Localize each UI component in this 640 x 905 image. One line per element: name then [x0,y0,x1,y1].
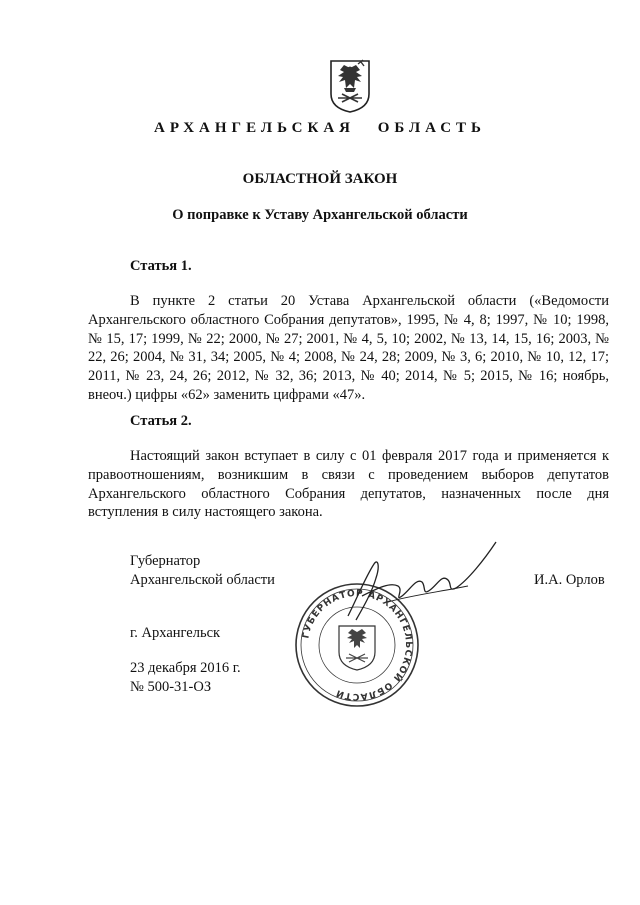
region-heading: АРХАНГЕЛЬСКАЯ ОБЛАСТЬ [154,120,486,136]
document-date: 23 декабря 2016 г. [130,660,241,676]
handwritten-signature [318,536,508,636]
signatory-position-line2: Архангельской области [130,572,275,588]
city: г. Архангельск [130,625,221,641]
seal-text: ГУБЕРНАТОР АРХАНГЕЛЬСКОЙ ОБЛАСТИ [301,588,414,702]
article-2-text: Настоящий закон вступает в силу с 01 февраля 2017 года и применяется к правоотношениям, возникшим в связи с проведением выборов депутатов Архангельского областного Собрания депутатов, назначенных после дня вступления в силу настоящего закона. [88,448,609,521]
article-1-heading: Статья 1. [130,258,192,274]
law-title: О поправке к Уставу Архангельской области [172,207,468,223]
signatory-position-line1: Губернатор [130,553,201,569]
document-number: № 500-31-ОЗ [130,679,212,695]
signatory-name: И.А. Орлов [534,572,605,588]
article-1-text: В пункте 2 статьи 20 Устава Архангельской области («Ведомости Архангельского областного Собрания депутатов», 1995, № 4, 8; 1997, № 10; 1998, № 15, 17; 1999, № 22; 2000, № 27; 2001, № 4, 5, 10; 2002, № 13, 14, 15, 16; 2003, № 22, 26; 2004, № 31, 34; 2005, № 4; 2008, № 24, 28; 2009, № 3, 6; 2010, № 10, 12, 17; 2011, № 23, 24, 26; 2012, № 32, 36; 2013, № 40; 2014, № 5; 2015, № 16; ноябрь, внеоч.) цифры «62» заменить цифрами «47». [88,293,609,403]
article-2-heading: Статья 2. [130,413,192,429]
coat-of-arms-icon [328,58,372,114]
law-type-heading: ОБЛАСТНОЙ ЗАКОН [242,171,398,187]
